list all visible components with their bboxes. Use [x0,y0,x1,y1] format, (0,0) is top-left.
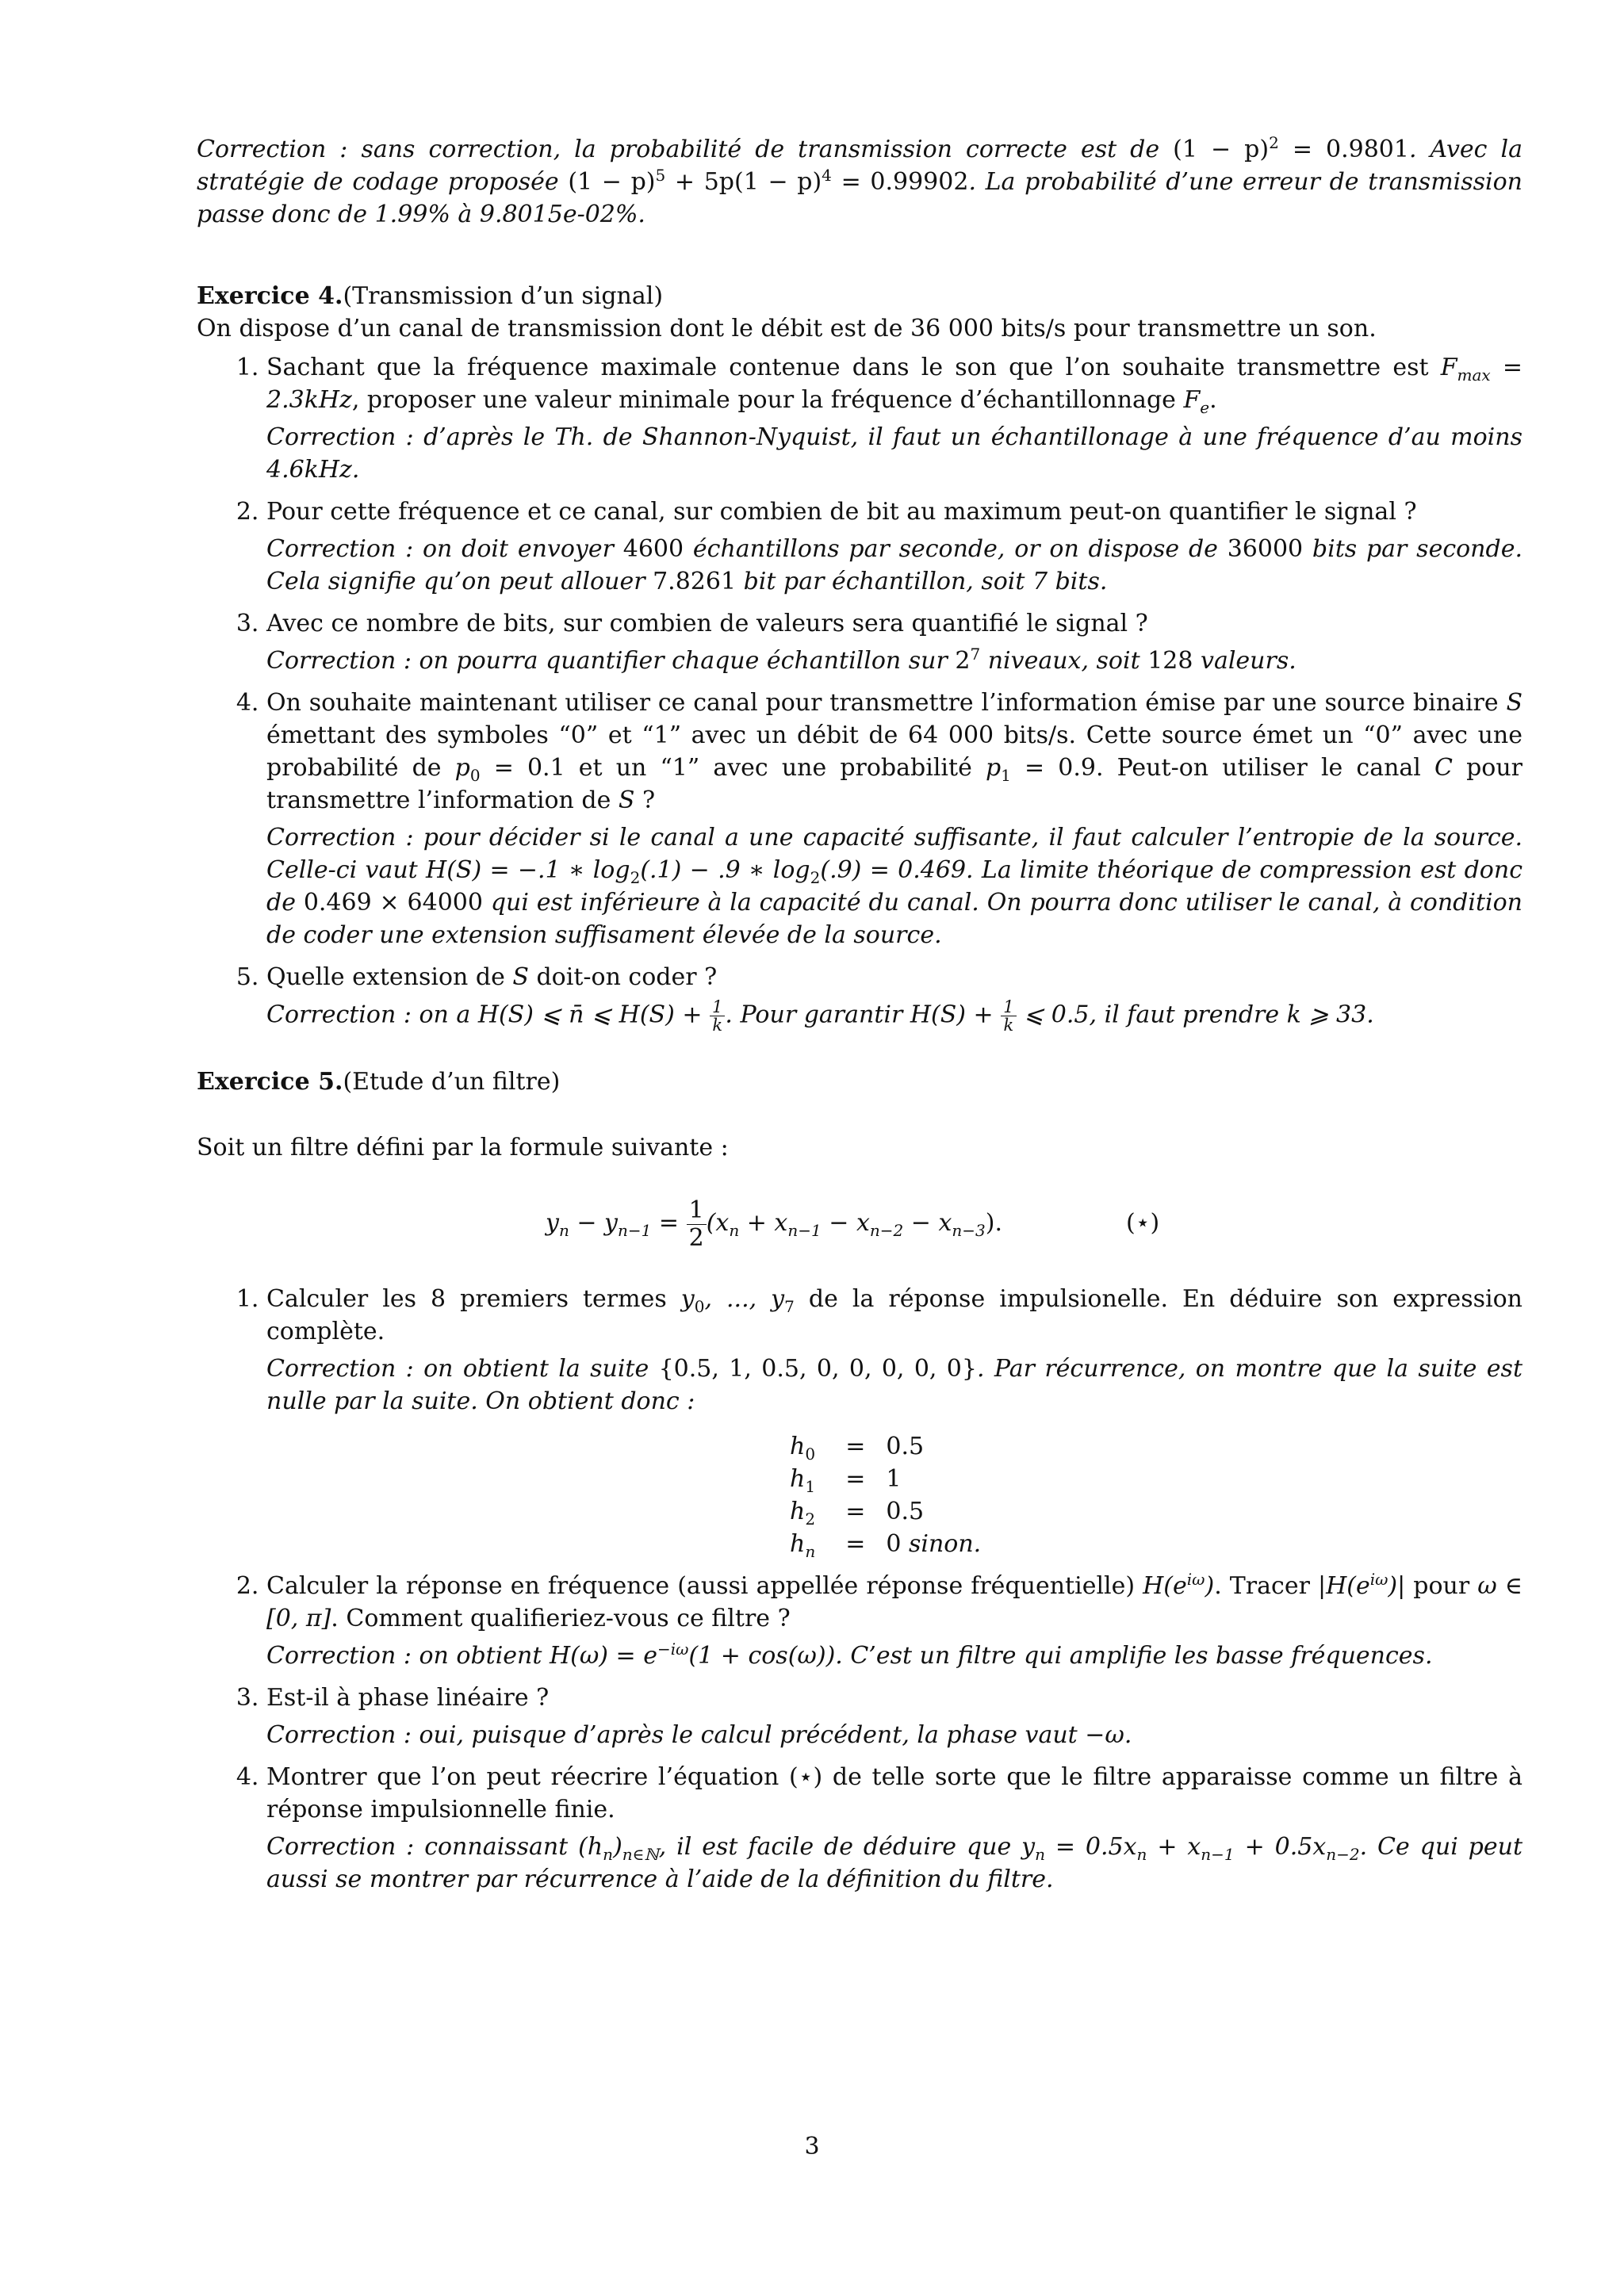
exercise-4 [197,280,1522,1034]
exercise-4-intro: On dispose d’un canal de transmission dont le débit est de 36 000 bits/s pour transmettre un son. [197,315,1377,342]
ex4-question-2: 2. Pour cette fréquence et ce canal, sur combien de bit au maximum peut-on quantifier le signal ? Correction : on doit envoyer 4600 échantillons par seconde, or on dispose de 36000 bits par seconde. Cela signifie qu’on peut allouer 7.8261 bit par échantillon, soit 7 bits. [266,496,1522,598]
ex4-correction-4: Correction : pour décider si le canal a une capacité suffisante, il faut calculer l’entropie de la source. Celle-ci vaut H(S) = −.1 ∗ $\log_2(.1) - .9$ ∗ $\log_2(.9) = 0.469$. La limite théorique de compression est donc de 0.469 × 64000 qui est inférieure à la capacité du canal. On pourra donc utiliser le canal, à condition de coder une extension suffisament élevée de la source. [266,824,1522,949]
ex5-correction-2: Correction : on obtient $H(\omega) = e^{-i\omega}(1 + \cos(\omega))$. C’est un filtre qui amplifie les basse fréquences. [266,1640,1433,1670]
ex4-correction-3: Correction : on pourra quantifier chaque échantillon sur $2^7$ niveaux, soit 128 valeurs. [266,645,1297,675]
fraction-one-half: $\frac{1}{2}$ [687,1197,707,1252]
ex5-question-1: 1. Calculer les 8 premiers termes $y_0$, ..., $y_7$ de la réponse impulsionelle. En déduire son expression complète. Correction : on obtient la suite {0.5, 1, 0.5, 0, 0, 0, 0, 0}. Par récurrence, on montre que la suite est nulle par la suite. On obtient donc : $h_0$ = 0.5 $h_1$ = 1 $h_2$ = 0.5 $h_n$ = 0 sinon. [266,1283,1522,1560]
ex5-correction-3: Correction : oui, puisque d’après le calcul précédent, la phase vaut −ω. [266,1721,1132,1749]
exercise-4-questions [197,351,1522,1034]
ex4-question-5: 5. Quelle extension de S doit-on coder ? Correction : on a H(S) ⩽ n̄ ⩽ H(S) + $\frac{1}{k}$ . Pour garantir H(S) + $\frac{1}{k}$ ⩽ 0.5, il faut prendre k ⩾ 33. [266,961,1522,1034]
ex5-question-4: 4. Montrer que l’on peut réecrire l’équation (⋆) de telle sorte que le filtre apparaisse comme un filtre à réponse impulsionnelle finie. Correction : connaissant $(h_n)_{n\in ℕ}$, il est facile de déduire que $y_n = 0.5x_n + x_{n-1} + 0.5x_{n-2}$. Ce qui peut aussi se montrer par récurrence à l’aide de la définition du filtre. [266,1761,1522,1896]
filter-equation: $y_n - y_{n-1}$ = $\frac{1}{2}$ $(x_n + x_{n-1} - x_{n-2} - x_{n-3})$. (⋆) [197,1188,1522,1259]
table-row: $h_1$ = 1 [790,1465,902,1496]
table-row: $h_n$ = 0 sinon. [790,1530,982,1561]
exercise-5-heading: Exercice 5.(Etude d’un filtre) [197,1068,561,1096]
table-row: $h_2$ = 0.5 [790,1498,925,1529]
fraction-1-over-k: $\frac{1}{k}$ [710,998,725,1034]
ex5-correction-1: Correction : on obtient la suite {0.5, 1, 0.5, 0, 0, 0, 0, 0}. Par récurrence, on montre que la suite est nulle par la suite. On obtient donc : [266,1355,1523,1415]
ex4-correction-1: Correction : d’après le Th. de Shannon-Nyquist, il faut un échantillonage à une fréquence d’au moins 4.6kHz. [266,423,1522,484]
exercise-5-questions [197,1283,1522,1896]
ex4-correction-5: Correction : on a H(S) ⩽ n̄ ⩽ H(S) + $\frac{1}{k}$ . Pour garantir H(S) + $\frac{1}{k}$ ⩽ 0.5, il faut prendre k ⩾ 33. [266,997,1374,1035]
impulse-response-table [790,1430,992,1560]
exercise-5 [197,1066,1522,1896]
table-row: $h_0$ = 0.5 [790,1433,925,1464]
ex5-question-3: 3. Est-il à phase linéaire ? Correction : oui, puisque d’après le calcul précédent, la phase vaut −ω. [266,1682,1522,1751]
ex4-correction-2: Correction : on doit envoyer 4600 échantillons par seconde, or on dispose de 36000 bits par seconde. Cela signifie qu’on peut allouer 7.8261 bit par échantillon, soit 7 bits. [266,535,1522,595]
page-number: 3 [804,2133,820,2160]
exercise-5-intro: Soit un filtre défini par la formule suivante : [197,1134,729,1161]
equation-star-label: (⋆) [1126,1209,1160,1237]
page-content [197,133,1522,1905]
fraction-1-over-k: $\frac{1}{k}$ [1001,998,1016,1034]
ex4-question-4: 4. On souhaite maintenant utiliser ce canal pour transmettre l’information émise par une source binaire S émettant des symboles “0” et “1” avec un débit de 64 000 bits/s. Cette source émet un “0” avec une probabilité de $p_0 = 0.1$ et un “1” avec une probabilité $p_1 = 0.9$. Peut-on utiliser le canal C pour transmettre l’information de S ? Correction : pour décider si le canal a une capacité suffisante, il faut calculer l’entropie de la source. Celle-ci vaut H(S) = −.1 ∗ $\log_2(.1) - .9$ ∗ $\log_2(.9) = 0.469$. La limite théorique de compression est donc de 0.469 × 64000 qui est inférieure à la capacité du canal. On pourra donc utiliser le canal, à condition de coder une extension suffisament élevée de la source. [266,687,1522,951]
ex5-question-2: 2. Calculer la réponse en fréquence (aussi appellée réponse fréquentielle) $H(e^{i\omega})$. Tracer $|H(e^{i\omega})|$ pour ω ∈ [0, π]. Comment qualifieriez-vous ce filtre ? Correction : on obtient $H(\omega) = e^{-i\omega}(1 + \cos(\omega))$. C’est un filtre qui amplifie les basse fréquences. [266,1570,1522,1672]
exercise-4-heading: Exercice 4.(Transmission d’un signal) [197,282,664,310]
top-correction: Correction : sans correction, la probabilité de transmission correcte est de $(1 - p)^2 = 0.9801$. Avec la stratégie de codage proposée $(1 - p)^5 + 5p(1 - p)^4 = 0.99902$. La probabilité d’une erreur de transmission passe donc de 1.99% à 9.8015e-02%. [197,133,1522,228]
ex4-question-1: 1. Sachant que la fréquence maximale contenue dans le son que l’on souhaite transmettre est $F_{max} = 2.3kHz$, proposer une valeur minimale pour la fréquence d’échantillonnage $F_e$. Correction : d’après le Th. de Shannon-Nyquist, il faut un échantillonage à une fréquence d’au moins 4.6kHz. [266,351,1522,486]
ex4-question-3: 3. Avec ce nombre de bits, sur combien de valeurs sera quantifié le signal ? Correction : on pourra quantifier chaque échantillon sur $2^7$ niveaux, soit 128 valeurs. [266,607,1522,677]
ex5-correction-4: Correction : connaissant $(h_n)_{n\in ℕ}$, il est facile de déduire que $y_n = 0.5x_n + x_{n-1} + 0.5x_{n-2}$. Ce qui peut aussi se montrer par récurrence à l’aide de la définition du filtre. [266,1833,1523,1893]
